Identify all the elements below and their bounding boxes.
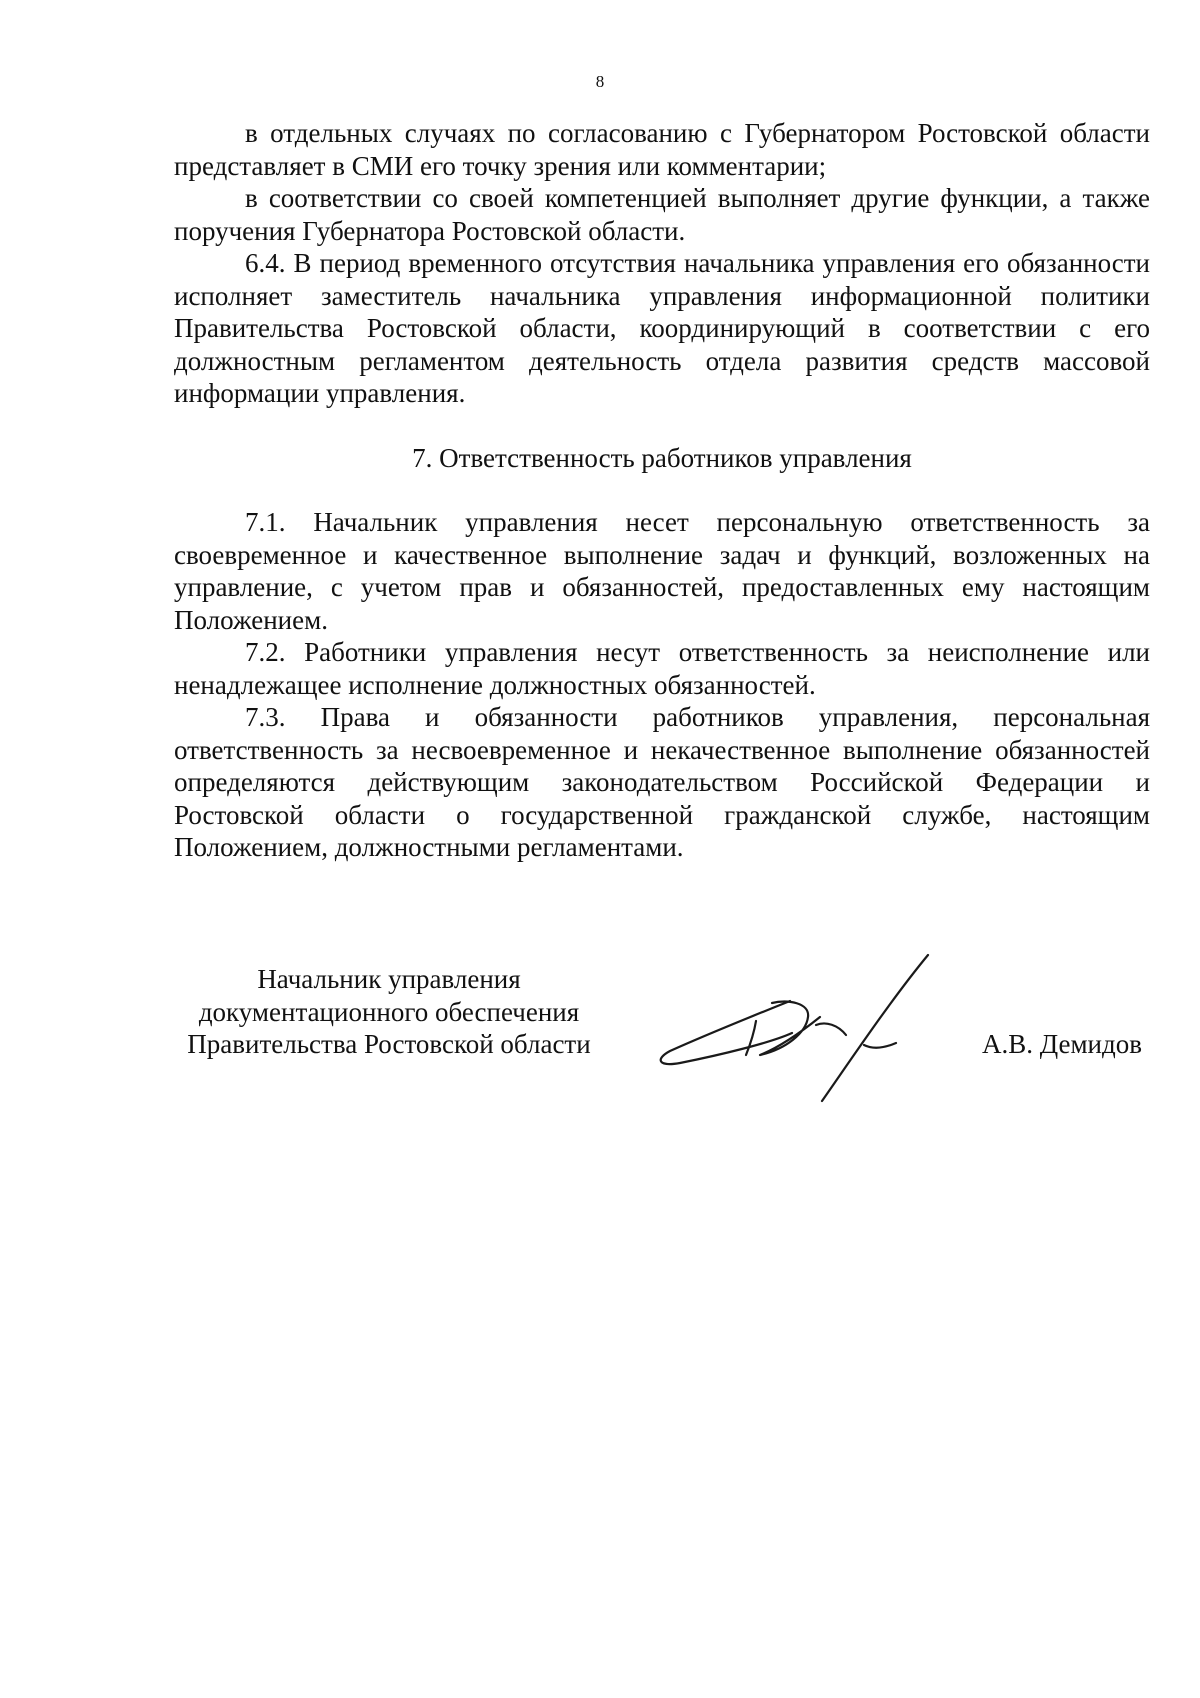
- position-line: документационного обеспечения: [198, 996, 580, 1027]
- signatory-name: А.В. Демидов: [981, 1029, 1142, 1059]
- position-line: Начальник управления: [257, 964, 521, 994]
- signature-block: [174, 963, 1150, 1113]
- paragraph-7-1: 7.1. Начальник управления несет персональную ответственность за своевременное и качественное выполнение задач и функций, возложенных на управление, с учетом прав и обязанностей, предоставленных ему настоящим Положением.: [174, 507, 1150, 635]
- paragraph: в соответствии со своей компетенцией выполняет другие функции, а также поручения Губернатора Ростовской области.: [174, 183, 1150, 246]
- handwritten-signature: [650, 951, 950, 1111]
- page-number: 8: [595, 72, 605, 91]
- paragraph-7-2: 7.2. Работники управления несут ответственность за неисполнение или ненадлежащее исполнение должностных обязанностей.: [174, 637, 1150, 700]
- signatory-position: [174, 963, 604, 1061]
- paragraph-7-3: 7.3. Права и обязанности работников управления, персональная ответственность за несвоевременное и некачественное выполнение обязанностей определяются действующим законодательством Российской Федерации и Ростовской области о государственной гражданской службе, настоящим Положением, должностными регламентами.: [174, 702, 1150, 862]
- paragraph-6-4: 6.4. В период временного отсутствия начальника управления его обязанности исполняет заместитель начальника управления информационной политики Правительства Ростовской области, координирующий в соответствии с его должностным регламентом деятельность отдела развития средств массовой информации управления.: [174, 248, 1150, 408]
- document-body: [174, 117, 1150, 864]
- section-heading: 7. Ответственность работников управления: [412, 442, 912, 473]
- paragraph: в отдельных случаях по согласованию с Губернатором Ростовской области представляет в СМИ его точку зрения или комментарии;: [174, 118, 1150, 181]
- position-line: Правительства Ростовской области: [187, 1029, 591, 1059]
